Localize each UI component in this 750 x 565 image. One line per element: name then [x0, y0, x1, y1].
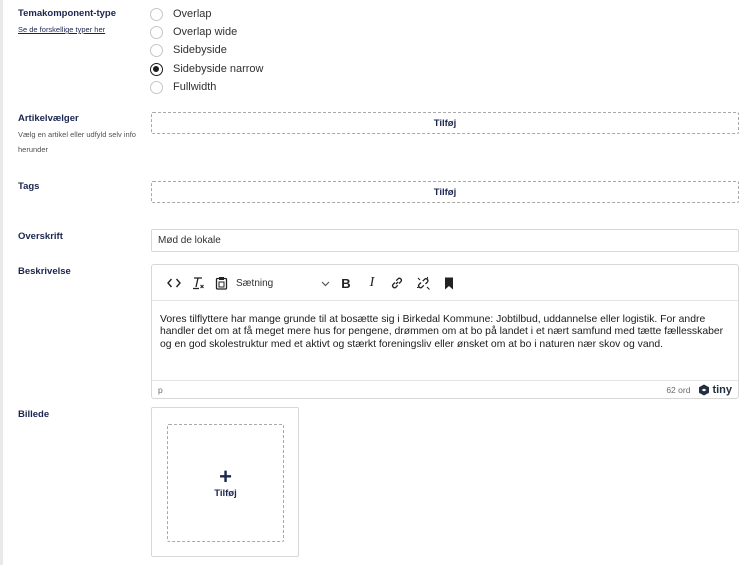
radio-option-label: Fullwidth: [173, 81, 217, 93]
word-count[interactable]: 62 ord: [666, 384, 691, 395]
radio-option-label: Sidebyside narrow: [173, 63, 264, 75]
clear-formatting-icon[interactable]: [190, 275, 206, 291]
radio-option-sidebyside[interactable]: [150, 42, 227, 58]
bold-icon[interactable]: B: [341, 275, 351, 291]
radio-button[interactable]: [150, 81, 163, 94]
radio-option-label: Overlap: [173, 8, 212, 20]
tags-add-button[interactable]: Tilføj: [151, 181, 739, 203]
italic-icon[interactable]: I: [369, 275, 375, 290]
code-icon[interactable]: [166, 275, 182, 291]
format-select-value: Sætning: [236, 277, 274, 289]
unlink-icon[interactable]: [415, 275, 431, 291]
radio-option-overlap-wide[interactable]: [150, 24, 237, 40]
theme-type-label: Temakomponent-type: [18, 8, 117, 19]
radio-option-label: Sidebyside: [173, 44, 227, 56]
plus-icon: +: [219, 463, 232, 489]
left-divider: [0, 0, 3, 565]
chevron-down-icon: [321, 274, 330, 292]
image-label: Billede: [18, 409, 50, 420]
theme-types-help-link[interactable]: Se de forskellige typer her: [18, 25, 106, 34]
rich-text-editor: [151, 264, 739, 399]
editor-content[interactable]: Vores tilflyttere har mange grunde til at bosætte sig i Birkedal Kommune: Jobtilbud, uddannelse eller logistik. For andre handler det om at få meget mere hus for pengene, drømmen om at bo på landet i et nært samfund med tætte fællesskaber og en god skolestruktur med et aktivt og stærkt foreningsliv eller ønsket om at bo i naturen nær skov og vand.: [160, 314, 724, 350]
tags-label: Tags: [18, 181, 40, 192]
bookmark-icon[interactable]: [441, 275, 457, 291]
statusbar-right: [666, 384, 732, 396]
element-path[interactable]: p: [158, 384, 163, 395]
radio-button-selected[interactable]: [150, 63, 163, 76]
radio-button[interactable]: [150, 8, 163, 21]
article-picker-add-button[interactable]: Tilføj: [151, 112, 739, 134]
heading-label: Overskrift: [18, 231, 63, 242]
paste-icon[interactable]: [213, 275, 229, 291]
tiny-logo-text: tiny: [712, 383, 732, 396]
editor-toolbar: [152, 265, 738, 301]
radio-option-overlap[interactable]: [150, 6, 212, 22]
radio-option-sidebyside-narrow[interactable]: [150, 61, 264, 77]
radio-option-label: Overlap wide: [173, 26, 238, 38]
format-select[interactable]: [236, 274, 330, 292]
editor-statusbar: [152, 380, 738, 398]
link-icon[interactable]: [389, 275, 405, 291]
radio-button[interactable]: [150, 44, 163, 57]
tiny-logo[interactable]: [698, 384, 732, 396]
image-picker: [151, 407, 299, 557]
radio-option-fullwidth[interactable]: [150, 79, 216, 95]
theme-type-help-link-wrapper: [18, 22, 138, 37]
heading-input[interactable]: [151, 229, 739, 252]
description-label: Beskrivelse: [18, 266, 71, 277]
article-picker-label: Artikelvælger: [18, 113, 79, 124]
tiny-logo-icon: [698, 384, 710, 396]
image-add-button[interactable]: [167, 424, 284, 542]
image-add-label: Tilføj: [214, 487, 237, 499]
article-picker-description: Vælg en artikel eller udfyld selv info herunder: [18, 130, 136, 154]
radio-button[interactable]: [150, 26, 163, 39]
